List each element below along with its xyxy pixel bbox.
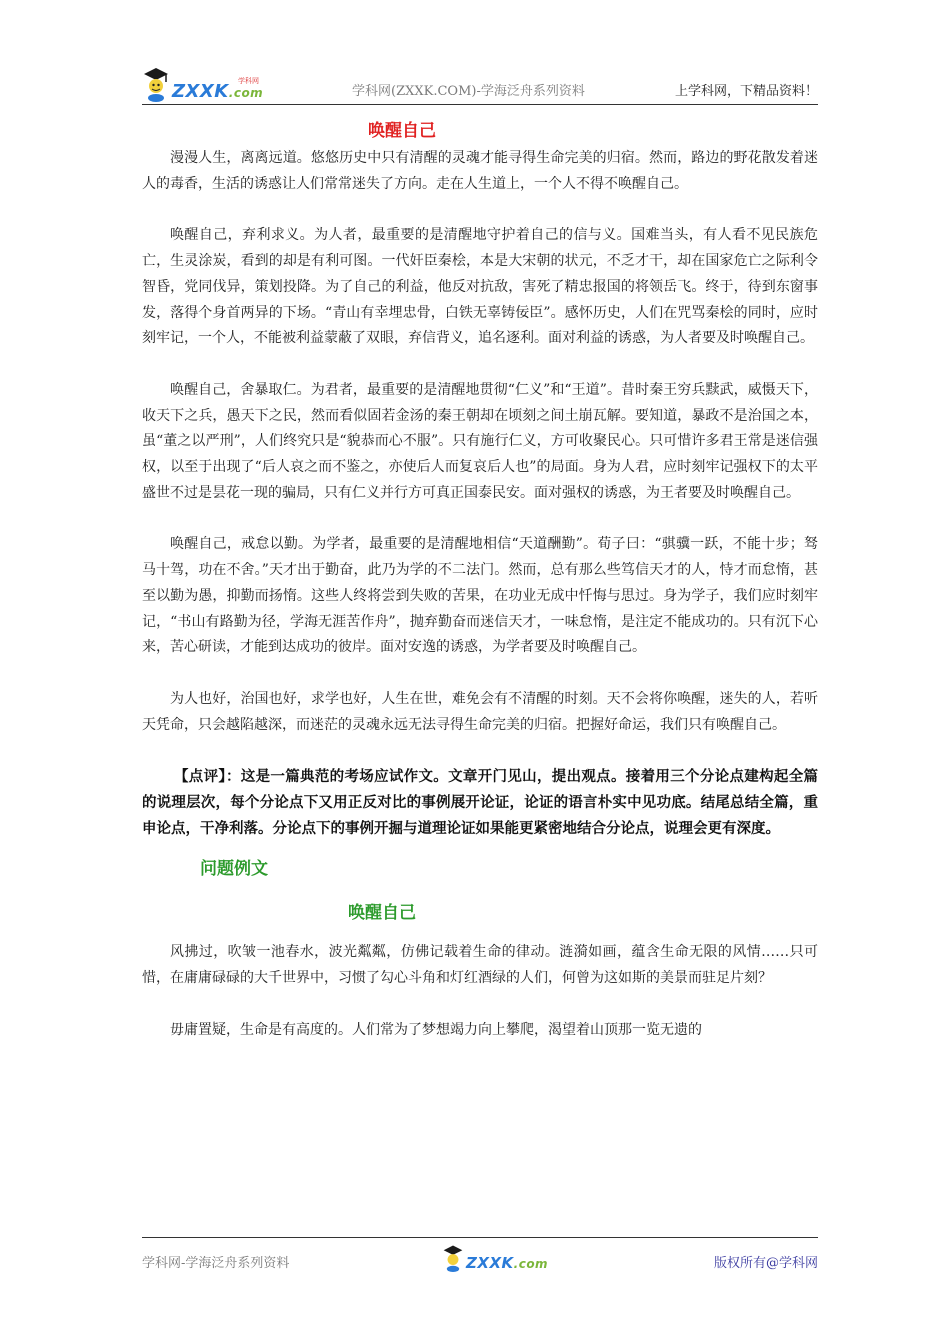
footer-divider	[142, 1237, 818, 1238]
graduate-mascot-icon	[142, 66, 170, 102]
essay1-paragraph: 唤醒自己，戒怠以勤。为学者，最重要的是清醒地相信“天道酬勤”。荀子曰：“骐骥一跃，不能十步；驽马十驾，功在不舍。”天才出于勤奋，此乃为学的不二法门。然而，总有那么些笃信天才的人，恃才而怠惰，甚至以勤为愚，抑勤而扬惰。这些人终将尝到失败的苦果，在功业无成中忏悔与思过。身为学子，我们应时刻牢记，“书山有路勤为径，学海无涯苦作舟”，抛弃勤奋而迷信天才，一味怠惰，是注定不能成功的。只有沉下心来，苦心研读，才能到达成功的彼岸。面对安逸的诱惑，为学者要及时唤醒自己。	[142, 536, 818, 656]
page-footer	[142, 1244, 818, 1280]
essay2-title: 唤醒自己	[348, 903, 416, 924]
essay1-paragraph: 漫漫人生，离离远道。悠悠历史中只有清醒的灵魂才能寻得生命完美的归宿。然而，路边的野花散发着迷人的毒香，生活的诱惑让人们常常迷失了方向。走在人生道上，一个人不得不唤醒自己。	[142, 150, 818, 192]
header-source-text: 学科网(ZXXK.COM)-学海泛舟系列资料	[352, 84, 585, 99]
spacer	[142, 884, 818, 898]
footer-logo-wordmark: ZXXK.com	[466, 1254, 549, 1272]
logo-subtext: 学科网	[238, 77, 259, 85]
spacer	[142, 842, 818, 854]
paragraph-gap	[142, 661, 818, 687]
document-body	[142, 116, 818, 1043]
commentary: 【点评】：这是一篇典范的考场应试作文。文章开门见山，提出观点。接着用三个分论点建构起全篇的说理层次，每个分论点下又用正反对比的事例展开论证，论证的语言朴实中见功底。结尾总结全篇，重申论点，干净利落。分论点下的事例开掘与道理论证如果能更紧密地结合分论点，说理会更有深度。	[142, 769, 818, 838]
footer-zxxk-logo[interactable]	[442, 1244, 548, 1272]
essay1-paragraph: 唤醒自己，舍暴取仁。为君者，最重要的是清醒地贯彻“仁义”和“王道”。昔时秦王穷兵黩武，威慑天下，收天下之兵，愚天下之民，然而看似固若金汤的秦王朝却在顷刻之间土崩瓦解。要知道，暴政不是治国之本，虽“董之以严刑”，人们终究只是“貌恭而心不服”。只有施行仁义，方可收聚民心。只可惜许多君王常是迷信强权，以至于出现了“后人哀之而不鉴之，亦使后人而复哀后人也”的局面。身为人君，应时刻牢记强权下的太平盛世不过是昙花一现的骗局，只有仁义并行方可真正国泰民安。面对强权的诱惑，为王者要及时唤醒自己。	[142, 381, 818, 501]
header-divider	[142, 104, 818, 105]
page-header	[142, 62, 818, 102]
section-heading: 问题例文	[200, 859, 268, 880]
paragraph-gap	[142, 197, 818, 223]
essay2-paragraph: 风拂过，吹皱一池春水，波光粼粼，仿佛记载着生命的律动。涟漪如画，蕴含生命无限的风情……只可惜，在庸庸碌碌的大千世界中，习惯了勾心斗角和灯红酒绿的人们，何曾为这如斯的美景而驻足片刻？	[142, 944, 818, 987]
paragraph-gap	[142, 352, 818, 378]
essay2-paragraph: 毋庸置疑，生命是有高度的。人们常为了梦想竭力向上攀爬，渴望着山顶那一览无遗的	[170, 1021, 702, 1038]
essay1-title: 唤醒自己	[368, 121, 436, 141]
logo-wordmark: ZXXK.com	[172, 81, 264, 102]
paragraph-gap	[142, 506, 818, 532]
paragraph-gap	[142, 738, 818, 764]
header-slogan: 上学科网，下精品资料！	[674, 84, 818, 99]
paragraph-gap	[142, 992, 818, 1018]
footer-copyright: 版权所有@学科网	[713, 1256, 818, 1271]
footer-source-text: 学科网-学海泛舟系列资料	[142, 1256, 290, 1271]
essay1-paragraph: 唤醒自己，弃利求义。为人者，最重要的是清醒地守护着自己的信与义。国难当头，有人看不见民族危亡，生灵涂炭，看到的却是有利可图。一代奸臣秦桧，本是大宋朝的状元，不乏才干，却在国家危亡之际利令智昏，党同伐异，策划投降。为了自己的利益，他反对抗敌，害死了精忠报国的将领岳飞。终于，待到东窗事发，落得个身首两异的下场。“青山有幸埋忠骨，白铁无辜铸佞臣”。感怀历史，人们在咒骂秦桧的同时，应时刻牢记，一个人，不能被利益蒙蔽了双眼，弃信背义，追名逐利。面对利益的诱惑，为人者要及时唤醒自己。	[142, 227, 818, 347]
essay1-paragraph: 为人也好，治国也好，求学也好，人生在世，难免会有不清醒的时刻。天不会将你唤醒，迷失的人，若听天凭命，只会越陷越深，而迷茫的灵魂永远无法寻得生命完美的归宿。把握好命运，我们只有唤醒自己。	[142, 690, 818, 733]
spacer	[142, 928, 818, 940]
graduate-mascot-icon	[442, 1244, 464, 1272]
